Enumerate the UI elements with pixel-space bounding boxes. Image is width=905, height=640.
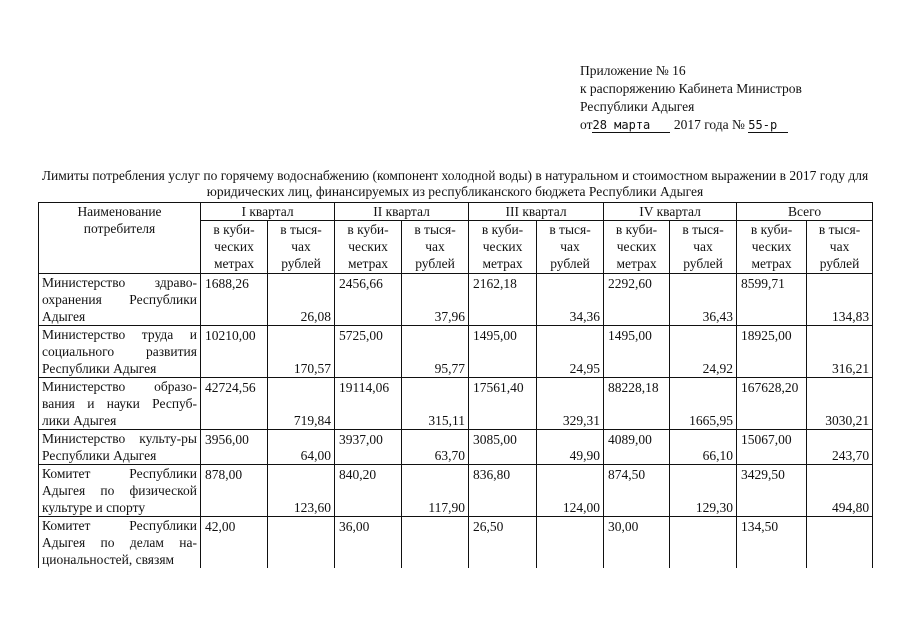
- cost-value: 170,57: [293, 361, 332, 376]
- natural-value: 18925,00: [741, 328, 792, 343]
- cost-value-cell: [537, 378, 604, 430]
- natural-value-cell: [737, 274, 807, 326]
- cost-value: 1665,95: [689, 413, 734, 428]
- cost-value-cell: [402, 378, 469, 430]
- natural-value: 30,00: [608, 519, 639, 534]
- natural-value-cell: [469, 326, 537, 378]
- name-column-header: Наименование потребителя: [39, 203, 201, 274]
- natural-value: 4089,00: [608, 432, 652, 447]
- natural-value-cell: [469, 430, 537, 465]
- natural-value: 8599,71: [741, 276, 785, 291]
- cost-value: 329,31: [562, 413, 601, 428]
- natural-value-cell: [201, 378, 268, 430]
- natural-value: 1688,26: [205, 276, 249, 291]
- cost-value: 129,30: [695, 500, 734, 515]
- consumer-name: Комитет Республики Адыгея по физической культуре и спорту: [39, 465, 201, 517]
- natural-value: 840,20: [339, 467, 377, 482]
- natural-value-cell: [469, 274, 537, 326]
- date-day-month: 28 марта: [592, 118, 670, 133]
- natural-value-cell: [469, 517, 537, 569]
- document-title: Лимиты потребления услуг по горячему водоснабжению (компонент холодной воды) в натуральном и стоимостном выражении в 2017 году для юридических лиц, финансируемых из республиканского бюджета Республики Адыгея: [41, 168, 869, 199]
- cost-value-cell: [268, 326, 335, 378]
- cost-value-cell: [670, 517, 737, 569]
- cost-value-cell: [402, 326, 469, 378]
- natural-value: 167628,20: [741, 380, 799, 395]
- cost-value: 124,00: [562, 500, 601, 515]
- cost-value: 134,83: [831, 309, 870, 324]
- cost-value-cell: [537, 465, 604, 517]
- unit-natural-header: в куби-ческих метрах: [335, 221, 402, 274]
- natural-value: 3956,00: [205, 432, 249, 447]
- unit-cost-header: в тыся-чах рублей: [670, 221, 737, 274]
- natural-value-cell: [737, 378, 807, 430]
- cost-value: 719,84: [293, 413, 332, 428]
- natural-value-cell: [335, 465, 402, 517]
- quarter-1-header: I квартал: [201, 203, 335, 221]
- natural-value-cell: [737, 465, 807, 517]
- cost-value: 316,21: [831, 361, 870, 376]
- table-row: [39, 326, 873, 378]
- quarter-3-header: III квартал: [469, 203, 604, 221]
- natural-value: 17561,40: [473, 380, 524, 395]
- appendix-block: [580, 62, 802, 134]
- natural-value: 42,00: [205, 519, 236, 534]
- date-prefix: от: [580, 117, 593, 132]
- unit-natural-header: в куби-ческих метрах: [201, 221, 268, 274]
- natural-value: 42724,56: [205, 380, 256, 395]
- natural-value: 88228,18: [608, 380, 659, 395]
- cost-value-cell: [807, 326, 873, 378]
- natural-value-cell: [604, 517, 670, 569]
- natural-value-cell: [469, 378, 537, 430]
- cost-value: 315,11: [428, 413, 466, 428]
- cost-value-cell: [537, 517, 604, 569]
- table-row: [39, 274, 873, 326]
- natural-value: 874,50: [608, 467, 646, 482]
- cost-value: 63,70: [434, 448, 466, 463]
- natural-value-cell: [469, 465, 537, 517]
- table-body: [39, 274, 873, 569]
- natural-value-cell: [604, 430, 670, 465]
- unit-cost-header: в тыся-чах рублей: [537, 221, 604, 274]
- cost-value-cell: [670, 274, 737, 326]
- cost-value-cell: [268, 378, 335, 430]
- table-row: [39, 465, 873, 517]
- cost-value-cell: [268, 517, 335, 569]
- cost-value-cell: [402, 517, 469, 569]
- appendix-number: Приложение № 16: [580, 63, 686, 78]
- cost-value-cell: [670, 326, 737, 378]
- unit-cost-header: в тыся-чах рублей: [402, 221, 469, 274]
- cost-value-cell: [807, 274, 873, 326]
- natural-value-cell: [201, 517, 268, 569]
- cost-value: 26,08: [300, 309, 332, 324]
- total-header: Всего: [737, 203, 873, 221]
- natural-value-cell: [737, 517, 807, 569]
- cost-value-cell: [268, 274, 335, 326]
- date-mid: 2017 года №: [673, 117, 745, 132]
- quarter-4-header: IV квартал: [604, 203, 737, 221]
- natural-value: 3937,00: [339, 432, 383, 447]
- natural-value-cell: [604, 465, 670, 517]
- consumer-name: Министерство здраво-охранения Республики Адыгея: [39, 274, 201, 326]
- natural-value-cell: [335, 326, 402, 378]
- cost-value-cell: [268, 430, 335, 465]
- consumer-name: Комитет Республики Адыгея по делам на-циональностей, связям: [39, 517, 201, 569]
- cost-value-cell: [402, 430, 469, 465]
- natural-value: 2292,60: [608, 276, 652, 291]
- appendix-date: [580, 116, 802, 134]
- consumer-name: Министерство культу-ры Республики Адыгея: [39, 430, 201, 465]
- cost-value-cell: [670, 465, 737, 517]
- cost-value-cell: [268, 465, 335, 517]
- cost-value: 123,60: [293, 500, 332, 515]
- cost-value-cell: [807, 378, 873, 430]
- cost-value: 24,95: [569, 361, 601, 376]
- natural-value-cell: [604, 378, 670, 430]
- consumer-name: Министерство труда и социального развития Республики Адыгея: [39, 326, 201, 378]
- table-row: [39, 517, 873, 569]
- cost-value: 3030,21: [825, 413, 870, 428]
- natural-value: 19114,06: [339, 380, 390, 395]
- quarter-2-header: II квартал: [335, 203, 469, 221]
- natural-value: 836,80: [473, 467, 511, 482]
- cost-value-cell: [670, 430, 737, 465]
- natural-value-cell: [335, 378, 402, 430]
- cost-value-cell: [537, 274, 604, 326]
- natural-value-cell: [737, 326, 807, 378]
- natural-value-cell: [604, 274, 670, 326]
- natural-value: 3429,50: [741, 467, 785, 482]
- natural-value: 36,00: [339, 519, 370, 534]
- natural-value-cell: [737, 430, 807, 465]
- cost-value-cell: [807, 465, 873, 517]
- cost-value-cell: [807, 430, 873, 465]
- natural-value-cell: [335, 274, 402, 326]
- cost-value: 37,96: [434, 309, 466, 324]
- natural-value: 878,00: [205, 467, 243, 482]
- appendix-issuer: к распоряжению Кабинета Министров: [580, 81, 802, 96]
- natural-value: 2456,66: [339, 276, 383, 291]
- cost-value-cell: [807, 517, 873, 569]
- cost-value-cell: [402, 274, 469, 326]
- unit-cost-header: в тыся-чах рублей: [268, 221, 335, 274]
- table-row: [39, 430, 873, 465]
- natural-value: 1495,00: [608, 328, 652, 343]
- natural-value-cell: [201, 430, 268, 465]
- natural-value: 5725,00: [339, 328, 383, 343]
- cost-value-cell: [537, 430, 604, 465]
- cost-value: 117,90: [428, 500, 466, 515]
- natural-value-cell: [335, 517, 402, 569]
- cost-value: 95,77: [434, 361, 466, 376]
- cost-value-cell: [670, 378, 737, 430]
- natural-value-cell: [201, 465, 268, 517]
- cost-value: 34,36: [569, 309, 601, 324]
- unit-natural-header: в куби-ческих метрах: [737, 221, 807, 274]
- cost-value: 243,70: [831, 448, 870, 463]
- consumer-name: Министерство образо-вания и науки Респуб-лики Адыгея: [39, 378, 201, 430]
- cost-value: 64,00: [300, 448, 332, 463]
- cost-value-cell: [402, 465, 469, 517]
- natural-value: 1495,00: [473, 328, 517, 343]
- cost-value: 66,10: [702, 448, 734, 463]
- natural-value-cell: [335, 430, 402, 465]
- table-row: [39, 378, 873, 430]
- order-number: 55-р: [748, 118, 788, 133]
- natural-value: 2162,18: [473, 276, 517, 291]
- limits-table: [38, 202, 873, 568]
- unit-natural-header: в куби-ческих метрах: [469, 221, 537, 274]
- cost-value-cell: [537, 326, 604, 378]
- cost-value: 24,92: [702, 361, 734, 376]
- natural-value-cell: [604, 326, 670, 378]
- natural-value-cell: [201, 326, 268, 378]
- unit-cost-header: в тыся-чах рублей: [807, 221, 873, 274]
- cost-value: 49,90: [569, 448, 601, 463]
- appendix-republic: Республики Адыгея: [580, 99, 695, 114]
- natural-value: 134,50: [741, 519, 779, 534]
- unit-natural-header: в куби-ческих метрах: [604, 221, 670, 274]
- natural-value: 3085,00: [473, 432, 517, 447]
- cost-value: 494,80: [831, 500, 870, 515]
- natural-value-cell: [201, 274, 268, 326]
- natural-value: 10210,00: [205, 328, 256, 343]
- natural-value: 15067,00: [741, 432, 792, 447]
- cost-value: 36,43: [702, 309, 734, 324]
- natural-value: 26,50: [473, 519, 504, 534]
